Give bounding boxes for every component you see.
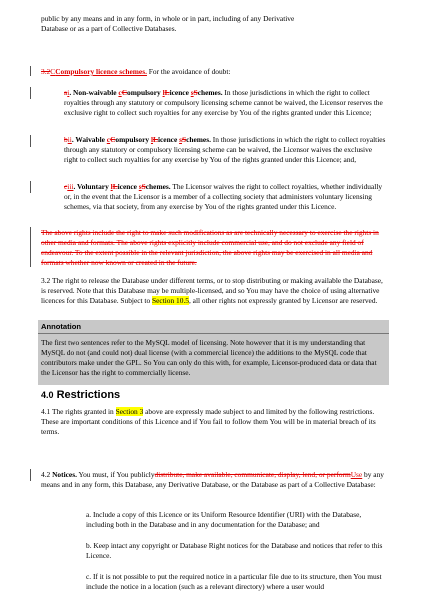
- section-4-heading: 4.0 Restrictions: [41, 389, 121, 401]
- change-bar: [30, 66, 31, 76]
- intro-paragraph: public by any means and in any form, in whole or in part, including of any Derivative Database or as a part of Collective Databases.: [41, 14, 295, 33]
- change-bar: [30, 227, 31, 267]
- section-reference[interactable]: Section 10.5: [152, 295, 189, 305]
- change-bar: [30, 135, 31, 147]
- change-bar: [30, 87, 31, 99]
- clause-4-2-b: b. Keep intact any copyright or Database Right notices for the Database and notices that refer to this Licence.: [86, 541, 383, 560]
- section-reference[interactable]: Section 3: [115, 407, 144, 416]
- annotation-divider: [38, 333, 389, 334]
- clause-iii-voluntary: ciii. Voluntary lLicence sSchemes. The Licensor waives the right to collect royalties, whether individually or, in the event that the Licensor is a member of a collecting society that administers voluntary licensing schemes, via that society, from any exercise by You of the rights granted under this Licence.: [64, 182, 383, 211]
- annotation-title: Annotation: [41, 322, 82, 331]
- clause-ii-waivable: bii. Waivable cCompulsory lLicence sSchemes. In those jurisdictions in which the right to collect royalties through any statutory or compulsory licensing scheme can be waived, the Licensor waives the exclusive right to collect such royalties for any exercise by You of the rights granted under this Licence; and,: [64, 135, 386, 164]
- section-4-2-notices: 4.2 Notices. You must, if You publiclydistribute, make available, communicate, display, lend, or performUse by any means and in any form, this Database, any Derivative Database, or the Database as part of a Collective Database:: [41, 470, 384, 489]
- annotation-text: The first two sentences refer to the MySQL model of licensing. Note however that it is my understanding that MySQL do not (and could not) dual license (with a commercial licence) the additions to the MySQL code that contributors make under the GPL. So You can only do this with, for example, Licensor-produced data or data that the Licensor has the right to commercially license.: [41, 338, 377, 377]
- clause-4-2-a: a. Include a copy of this Licence or its Uniform Resource Identifier (URI) with the Database, including both in the Database and in any documentation for the Database; and: [86, 510, 362, 529]
- change-bar: [30, 469, 31, 481]
- section-3-2-rights: 3.2 The right to release the Database under different terms, or to stop distributing or making available the Database, is reserved. Note that this Database may be multiple-licensed, and so You may have the choice of using alternative licences for this Database. Subject to Section 10.5, all other rights not expressly granted by Licensor are reserved.: [41, 276, 383, 305]
- annotation-box: [38, 320, 389, 385]
- change-bar: [30, 181, 31, 193]
- section-3-2-heading: 3.2CCompulsory licence schemes. For the avoidance of doubt:: [41, 67, 231, 76]
- clause-i-non-waivable: ai. Non-waivable cCompulsory lLicence sSchemes. In those jurisdictions in which the right to collect royalties through any statutory or compulsory licensing scheme cannot be waived, the Licensor reserves the exclusive right to collect such royalties for any exercise by You of the rights granted under this Licence;: [64, 88, 383, 117]
- section-4-1: 4.1 The rights granted in Section 3 above are expressly made subject to and limited by the following restrictions. These are important conditions of this Licence and if You fail to follow them You will be in material breach of its terms.: [41, 407, 376, 436]
- deleted-paragraph: The above rights include the right to make such modifications as are technically necessary to exercise the rights in other media and formats. The above rights explicitly include commercial use, and do not exclude any field of endeavour. To the extent possible in the relevant jurisdiction, the above rights may be exercised in all media and formats whether now known or created in the future.: [41, 228, 379, 267]
- clause-4-2-c: c. If it is not possible to put the required notice in a particular file due to its structure, then You must include the notice in a location (such as a relevant directory) where a user would: [86, 572, 382, 591]
